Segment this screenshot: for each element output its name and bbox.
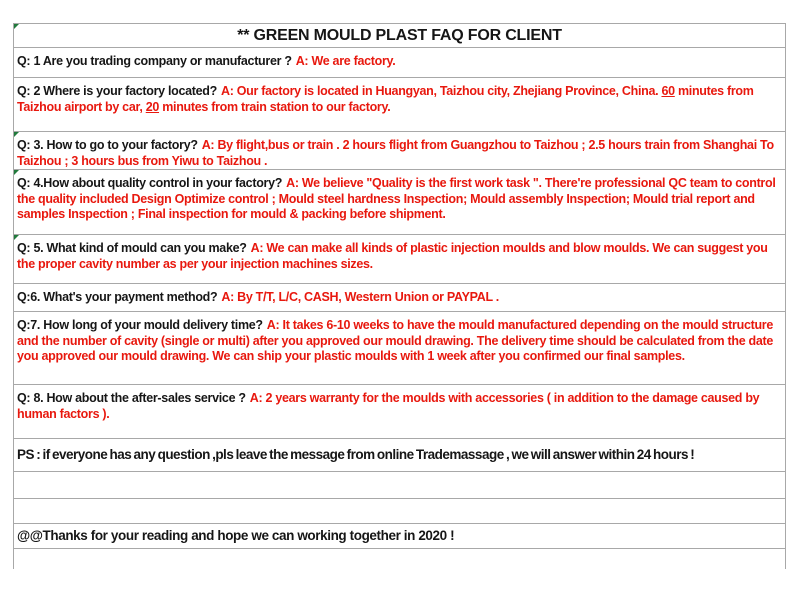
- empty-row: [14, 472, 785, 499]
- underlined-number: 20: [145, 99, 160, 114]
- faq-row-ps: [14, 439, 785, 472]
- faq-row-thanks: [14, 524, 785, 549]
- answer-text: A: By T/T, L/C, CASH, Western Union or PAYPAL .: [221, 290, 499, 304]
- faq-row-q6: [14, 284, 785, 312]
- question-text: Q: 8. How about the after-sales service ?: [17, 391, 246, 405]
- underlined-number: 60: [661, 84, 675, 98]
- cell-corner-marker-icon: [14, 132, 19, 137]
- answer-text: A: We believe "Quality is the first work task ". There're professional QC team to control the quality included Design Optimize control ; Mould steel hardness Inspection; Mould assembly Inspection; Mould trial report and samples Inspection ; Final inspection for mould & packing before shipment.: [17, 176, 776, 221]
- cell-corner-marker-icon: [14, 235, 19, 240]
- empty-row: [14, 499, 785, 524]
- faq-row-q2: [14, 78, 785, 132]
- faq-row-q4: [14, 170, 785, 235]
- faq-row-q8: [14, 385, 785, 439]
- faq-row-q5: [14, 235, 785, 284]
- cell-corner-marker-icon: [14, 170, 19, 175]
- answer-text: A: It takes 6-10 weeks to have the mould manufactured depending on the mould structure and the number of cavity (single or multi) after you approved our mould drawing. The delivery time should be calculated from the date you approved our mould drawing. We can ship your plastic moulds with 1 week after you confirmed our final samples.: [17, 318, 774, 363]
- answer-text: A: Our factory is located in Huangyan, Taizhou city, Zhejiang Province, China. 60 minutes from Taizhou airport by car, 20 minutes from train station to our factory.: [17, 84, 754, 114]
- question-text: Q: 3. How to go to your factory?: [17, 138, 198, 152]
- question-text: Q:7. How long of your mould delivery time?: [17, 318, 263, 332]
- question-text: Q: 4.How about quality control in your factory?: [17, 176, 283, 190]
- faq-row-q7: [14, 312, 785, 385]
- question-text: Q: 2 Where is your factory located?: [17, 84, 217, 98]
- answer-text: A: We are factory.: [295, 54, 396, 68]
- faq-row-q1: [14, 48, 785, 78]
- answer-text: A: We can make all kinds of plastic injection moulds and blow moulds. We can suggest you the proper cavity number as per your injection machines sizes.: [17, 241, 768, 271]
- cell-corner-marker-icon: [14, 24, 19, 29]
- empty-row: [14, 549, 785, 569]
- question-text: Q: 1 Are you trading company or manufacturer ?: [17, 54, 292, 68]
- thanks-text: @@Thanks for your reading and hope we can working together in 2020 !: [17, 528, 455, 543]
- ps-note-text: PS : if everyone has any question ,pls leave the message from online Trademassage , we will answer within 24 hours !: [17, 447, 695, 462]
- faq-row-q3: [14, 132, 785, 170]
- answer-text: A: 2 years warranty for the moulds with accessories ( in addition to the damage caused by human factors ).: [17, 391, 760, 421]
- answer-text: A: By flight,bus or train . 2 hours flight from Guangzhou to Taizhou ; 2.5 hours train from Shanghai To Taizhou ; 3 hours bus from Yiwu to Taizhou .: [17, 138, 774, 168]
- faq-table: [13, 23, 786, 569]
- question-text: Q: 5. What kind of mould can you make?: [17, 241, 247, 255]
- page-title: ** GREEN MOULD PLAST FAQ FOR CLIENT: [237, 27, 562, 44]
- faq-title-row: [14, 24, 785, 48]
- question-text: Q:6. What's your payment method?: [17, 290, 218, 304]
